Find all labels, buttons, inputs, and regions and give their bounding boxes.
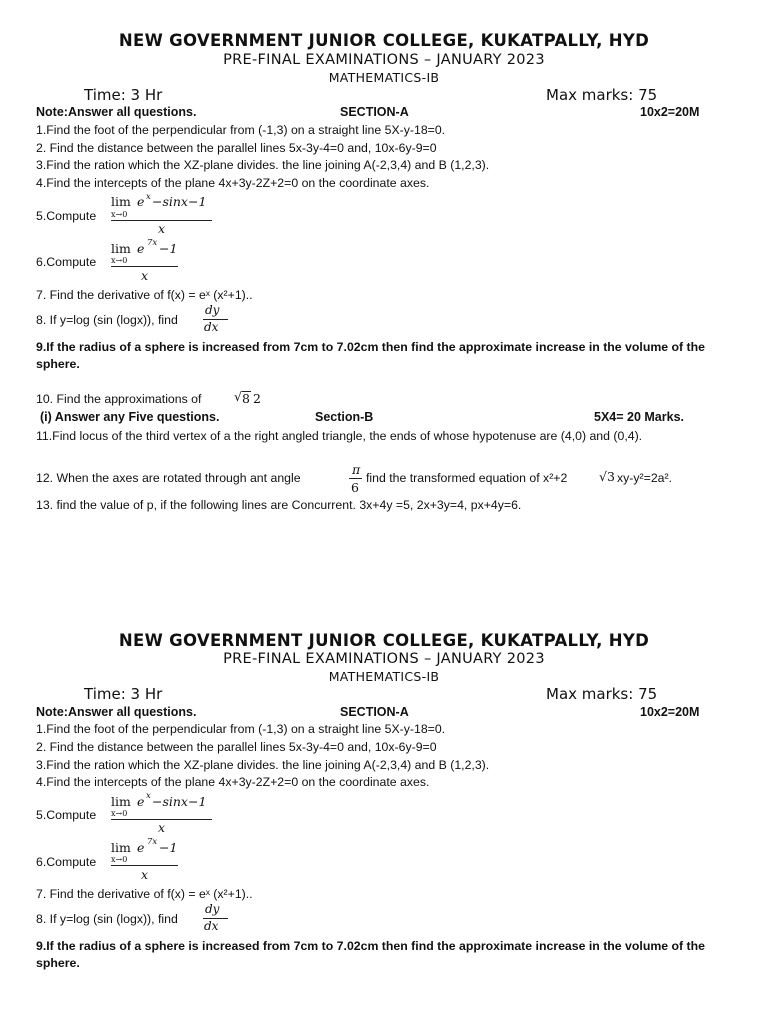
question-1: 1.Find the foot of the perpendicular from (-1,3) on a straight line 5X-y-18=0. bbox=[36, 722, 446, 736]
question-6-label: 6.Compute bbox=[36, 255, 97, 269]
section-b-note: (i) Answer any Five questions. bbox=[40, 410, 220, 424]
radical-sign: √ bbox=[234, 389, 242, 404]
college-title: NEW GOVERNMENT JUNIOR COLLEGE, KUKATPALLY, HYD bbox=[118, 31, 650, 50]
time-label: Time: 3 Hr bbox=[84, 685, 163, 703]
numerator-exponent: x bbox=[146, 791, 151, 801]
question-12-label: 12. When the axes are rotated through ant angle bbox=[36, 471, 301, 485]
section-a-marks: 10x2=20M bbox=[640, 105, 700, 119]
numerator-e: e bbox=[137, 241, 145, 256]
section-a-note: Note:Answer all questions. bbox=[36, 705, 197, 719]
subject-title: MATHEMATICS-IB bbox=[328, 70, 440, 85]
exam-title: PRE-FINAL EXAMINATIONS – JANUARY 2023 bbox=[223, 651, 545, 667]
question-3: 3.Find the ration which the XZ-plane divides. the line joining A(-2,3,4) and B (1,2,3). bbox=[36, 158, 490, 172]
section-a-marks: 10x2=20M bbox=[640, 705, 700, 719]
numerator-rest: −sinx−1 bbox=[152, 194, 207, 209]
section-a-note: Note:Answer all questions. bbox=[36, 105, 197, 119]
denominator: x bbox=[158, 221, 166, 236]
question-7: 7. Find the derivative of f(x) = eˣ (x²+1).. bbox=[36, 887, 253, 901]
angle-numerator: π bbox=[352, 462, 361, 477]
numerator-exponent: 7x bbox=[147, 837, 158, 847]
angle-denominator: 6 bbox=[351, 480, 359, 495]
max-marks-label: Max marks: 75 bbox=[546, 86, 658, 104]
numerator-rest: −1 bbox=[159, 241, 178, 256]
question-11: 11.Find locus of the third vertex of a the right angled triangle, the ends of whose hypotenuse are (4,0) and (0,4). bbox=[36, 429, 643, 443]
numerator-exponent: 7x bbox=[147, 238, 158, 248]
question-8-label: 8. If y=log (sin (logx)), find bbox=[36, 912, 178, 926]
numerator-rest: −1 bbox=[159, 840, 178, 855]
section-b-marks: 5X4= 20 Marks. bbox=[594, 410, 684, 424]
question-3: 3.Find the ration which the XZ-plane divides. the line joining A(-2,3,4) and B (1,2,3). bbox=[36, 758, 490, 772]
question-1: 1.Find the foot of the perpendicular from (-1,3) on a straight line 5X-y-18=0. bbox=[36, 123, 446, 137]
question-2: 2. Find the distance between the parallel lines 5x-3y-4=0 and, 10x-6y-9=0 bbox=[36, 141, 437, 155]
limit-subscript: x→0 bbox=[111, 855, 128, 864]
numerator-rest: −sinx−1 bbox=[152, 794, 207, 809]
question-12-text-a: find the transformed equation of x²+2 bbox=[366, 471, 568, 485]
question-6-label: 6.Compute bbox=[36, 855, 97, 869]
max-marks-label: Max marks: 75 bbox=[546, 685, 658, 703]
section-a-title: SECTION-A bbox=[340, 705, 409, 719]
limit-text: lim bbox=[111, 241, 131, 256]
limit-text: lim bbox=[111, 840, 131, 855]
question-9: 9.If the radius of a sphere is increased from 7cm to 7.02cm then find the approximate increase in the volume of the sphere. bbox=[36, 939, 705, 970]
question-5-label: 5.Compute bbox=[36, 808, 97, 822]
denominator: x bbox=[158, 820, 166, 835]
college-title: NEW GOVERNMENT JUNIOR COLLEGE, KUKATPALLY, HYD bbox=[118, 631, 650, 650]
question-12-text-b: xy-y²=2a². bbox=[617, 471, 673, 485]
question-5-label: 5.Compute bbox=[36, 209, 97, 223]
question-4: 4.Find the intercepts of the plane 4x+3y-2Z+2=0 on the coordinate axes. bbox=[36, 775, 430, 789]
section-a-title: SECTION-A bbox=[340, 105, 409, 119]
numerator-e: e bbox=[137, 794, 145, 809]
question-13: 13. find the value of p, if the following lines are Concurrent. 3x+4y =5, 2x+3y=4, px+4y=6. bbox=[36, 498, 522, 512]
denominator: x bbox=[141, 268, 149, 283]
numerator-e: e bbox=[137, 840, 145, 855]
derivative-denominator: dx bbox=[204, 919, 219, 933]
fraction-bar bbox=[111, 865, 178, 866]
question-9: 9.If the radius of a sphere is increased from 7cm to 7.02cm then find the approximate increase in the volume of the sphere. bbox=[36, 340, 705, 371]
limit-text: lim bbox=[111, 194, 131, 209]
fraction-bar bbox=[349, 478, 362, 479]
exam-title: PRE-FINAL EXAMINATIONS – JANUARY 2023 bbox=[223, 52, 545, 68]
numerator-e: e bbox=[137, 194, 145, 209]
derivative-numerator: dy bbox=[205, 902, 220, 916]
limit-subscript: x→0 bbox=[111, 210, 128, 219]
limit-text: lim bbox=[111, 794, 131, 809]
fraction-bar bbox=[111, 266, 178, 267]
radical-three: √3 bbox=[599, 469, 615, 484]
derivative-denominator: dx bbox=[204, 320, 219, 334]
limit-subscript: x→0 bbox=[111, 809, 128, 818]
radical-value: 82 bbox=[242, 391, 264, 406]
limit-subscript: x→0 bbox=[111, 256, 128, 265]
time-label: Time: 3 Hr bbox=[84, 86, 163, 104]
section-b-title: Section-B bbox=[315, 410, 374, 424]
numerator-exponent: x bbox=[146, 192, 151, 202]
question-10-label: 10. Find the approximations of bbox=[36, 392, 202, 406]
denominator: x bbox=[141, 867, 149, 882]
subject-title: MATHEMATICS-IB bbox=[328, 669, 440, 684]
question-2: 2. Find the distance between the parallel lines 5x-3y-4=0 and, 10x-6y-9=0 bbox=[36, 740, 437, 754]
question-8-label: 8. If y=log (sin (logx)), find bbox=[36, 313, 178, 327]
question-7: 7. Find the derivative of f(x) = eˣ (x²+1).. bbox=[36, 288, 253, 302]
question-4: 4.Find the intercepts of the plane 4x+3y-2Z+2=0 on the coordinate axes. bbox=[36, 176, 430, 190]
derivative-numerator: dy bbox=[205, 303, 220, 317]
